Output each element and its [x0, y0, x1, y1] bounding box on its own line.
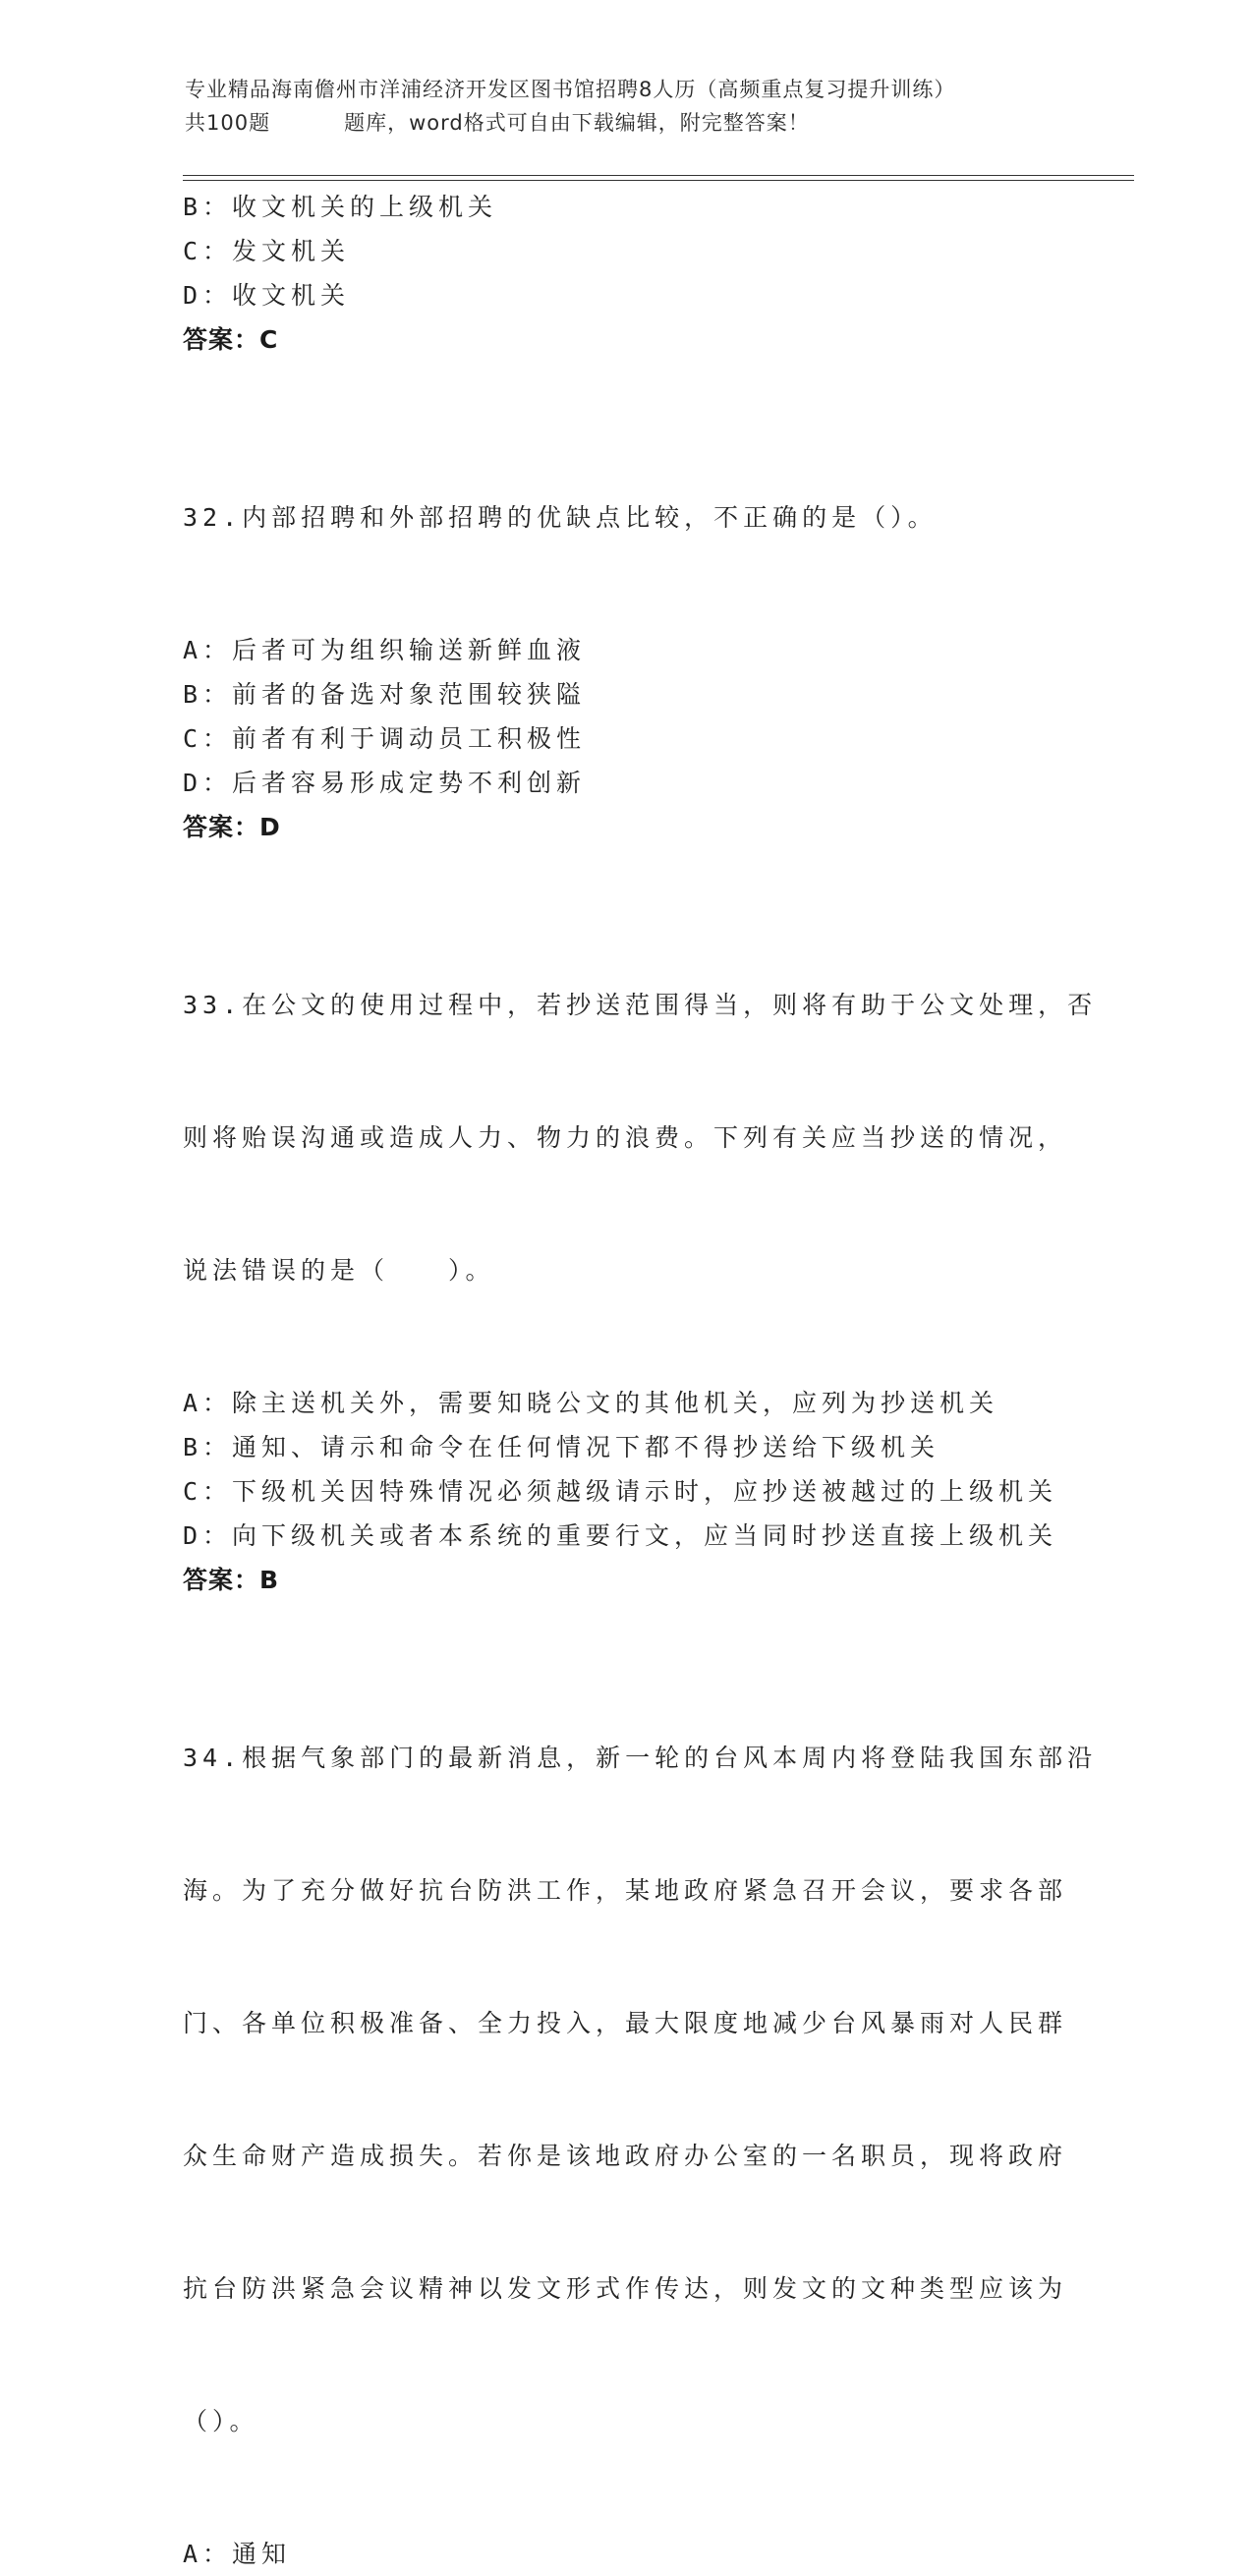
stem-line: 34.根据气象部门的最新消息，新一轮的台风本周内将登陆我国东部沿 [183, 1744, 1098, 1772]
question-stem [183, 1647, 1098, 2532]
question-32 [183, 407, 1067, 849]
stem-line: 说法错误的是（ ）。 [183, 1256, 495, 1285]
option-b: B：收文机关的上级机关 [183, 193, 498, 221]
option-d: D：向下级机关或者本系统的重要行文，应当同时抄送直接上级机关 [183, 1521, 1058, 1550]
option-c: C：发文机关 [183, 237, 351, 265]
question-stem [183, 894, 1098, 1381]
header-title-line2 [185, 106, 1069, 140]
document-header [185, 73, 1069, 140]
option-b: B：前者的备选对象范围较狭隘 [183, 680, 587, 709]
question-list [183, 185, 1098, 2576]
stem-line: 抗台防洪紧急会议精神以发文形式作传达，则发文的文种类型应该为 [183, 2274, 1068, 2303]
option-d: D：收文机关 [183, 281, 351, 310]
answer-label: 答案：D [183, 813, 281, 841]
question-stem [183, 407, 1067, 628]
stem-line: 众生命财产造成损失。若你是该地政府办公室的一名职员，现将政府 [183, 2142, 1068, 2170]
option-a: A：后者可为组织输送新鲜血液 [183, 636, 587, 664]
option-c: C：前者有利于调动员工积极性 [183, 724, 587, 753]
answer-label: 答案：C [183, 325, 279, 354]
header-format-note: 题库，word格式可自由下载编辑，附完整答案！ [344, 111, 810, 135]
stem-line: 海。为了充分做好抗台防洪工作，某地政府紧急召开会议，要求各部 [183, 1876, 1068, 1905]
stem-line: （）。 [183, 2407, 259, 2435]
option-a: A：除主送机关外，需要知晓公文的其他机关，应列为抄送机关 [183, 1389, 999, 1417]
stem-line: 32.内部招聘和外部招聘的优缺点比较，不正确的是（）。 [183, 503, 938, 532]
option-a: A：通知 [183, 2540, 292, 2568]
stem-line: 门、各单位积极准备、全力投入，最大限度地减少台风暴雨对人民群 [183, 2009, 1068, 2037]
option-c: C：下级机关因特殊情况必须越级请示时，应抄送被越过的上级机关 [183, 1477, 1058, 1506]
answer-label: 答案：B [183, 1566, 280, 1594]
header-question-count: 共100题 [185, 111, 271, 135]
question-33 [183, 894, 1098, 1602]
stem-line: 33.在公文的使用过程中，若抄送范围得当，则将有助于公文处理，否 [183, 991, 1098, 1019]
header-title-line1: 专业精品海南儋州市洋浦经济开发区图书馆招聘8人历（高频重点复习提升训练） [185, 78, 956, 101]
option-b: B：通知、请示和命令在任何情况下都不得抄送给下级机关 [183, 1433, 940, 1461]
option-d: D：后者容易形成定势不利创新 [183, 769, 587, 797]
question-34 [183, 1647, 1098, 2576]
question-31-continuation [183, 185, 1067, 362]
header-divider-top [183, 175, 1134, 176]
header-divider-bottom [183, 180, 1134, 181]
stem-line: 则将贻误沟通或造成人力、物力的浪费。下列有关应当抄送的情况， [183, 1123, 1068, 1152]
